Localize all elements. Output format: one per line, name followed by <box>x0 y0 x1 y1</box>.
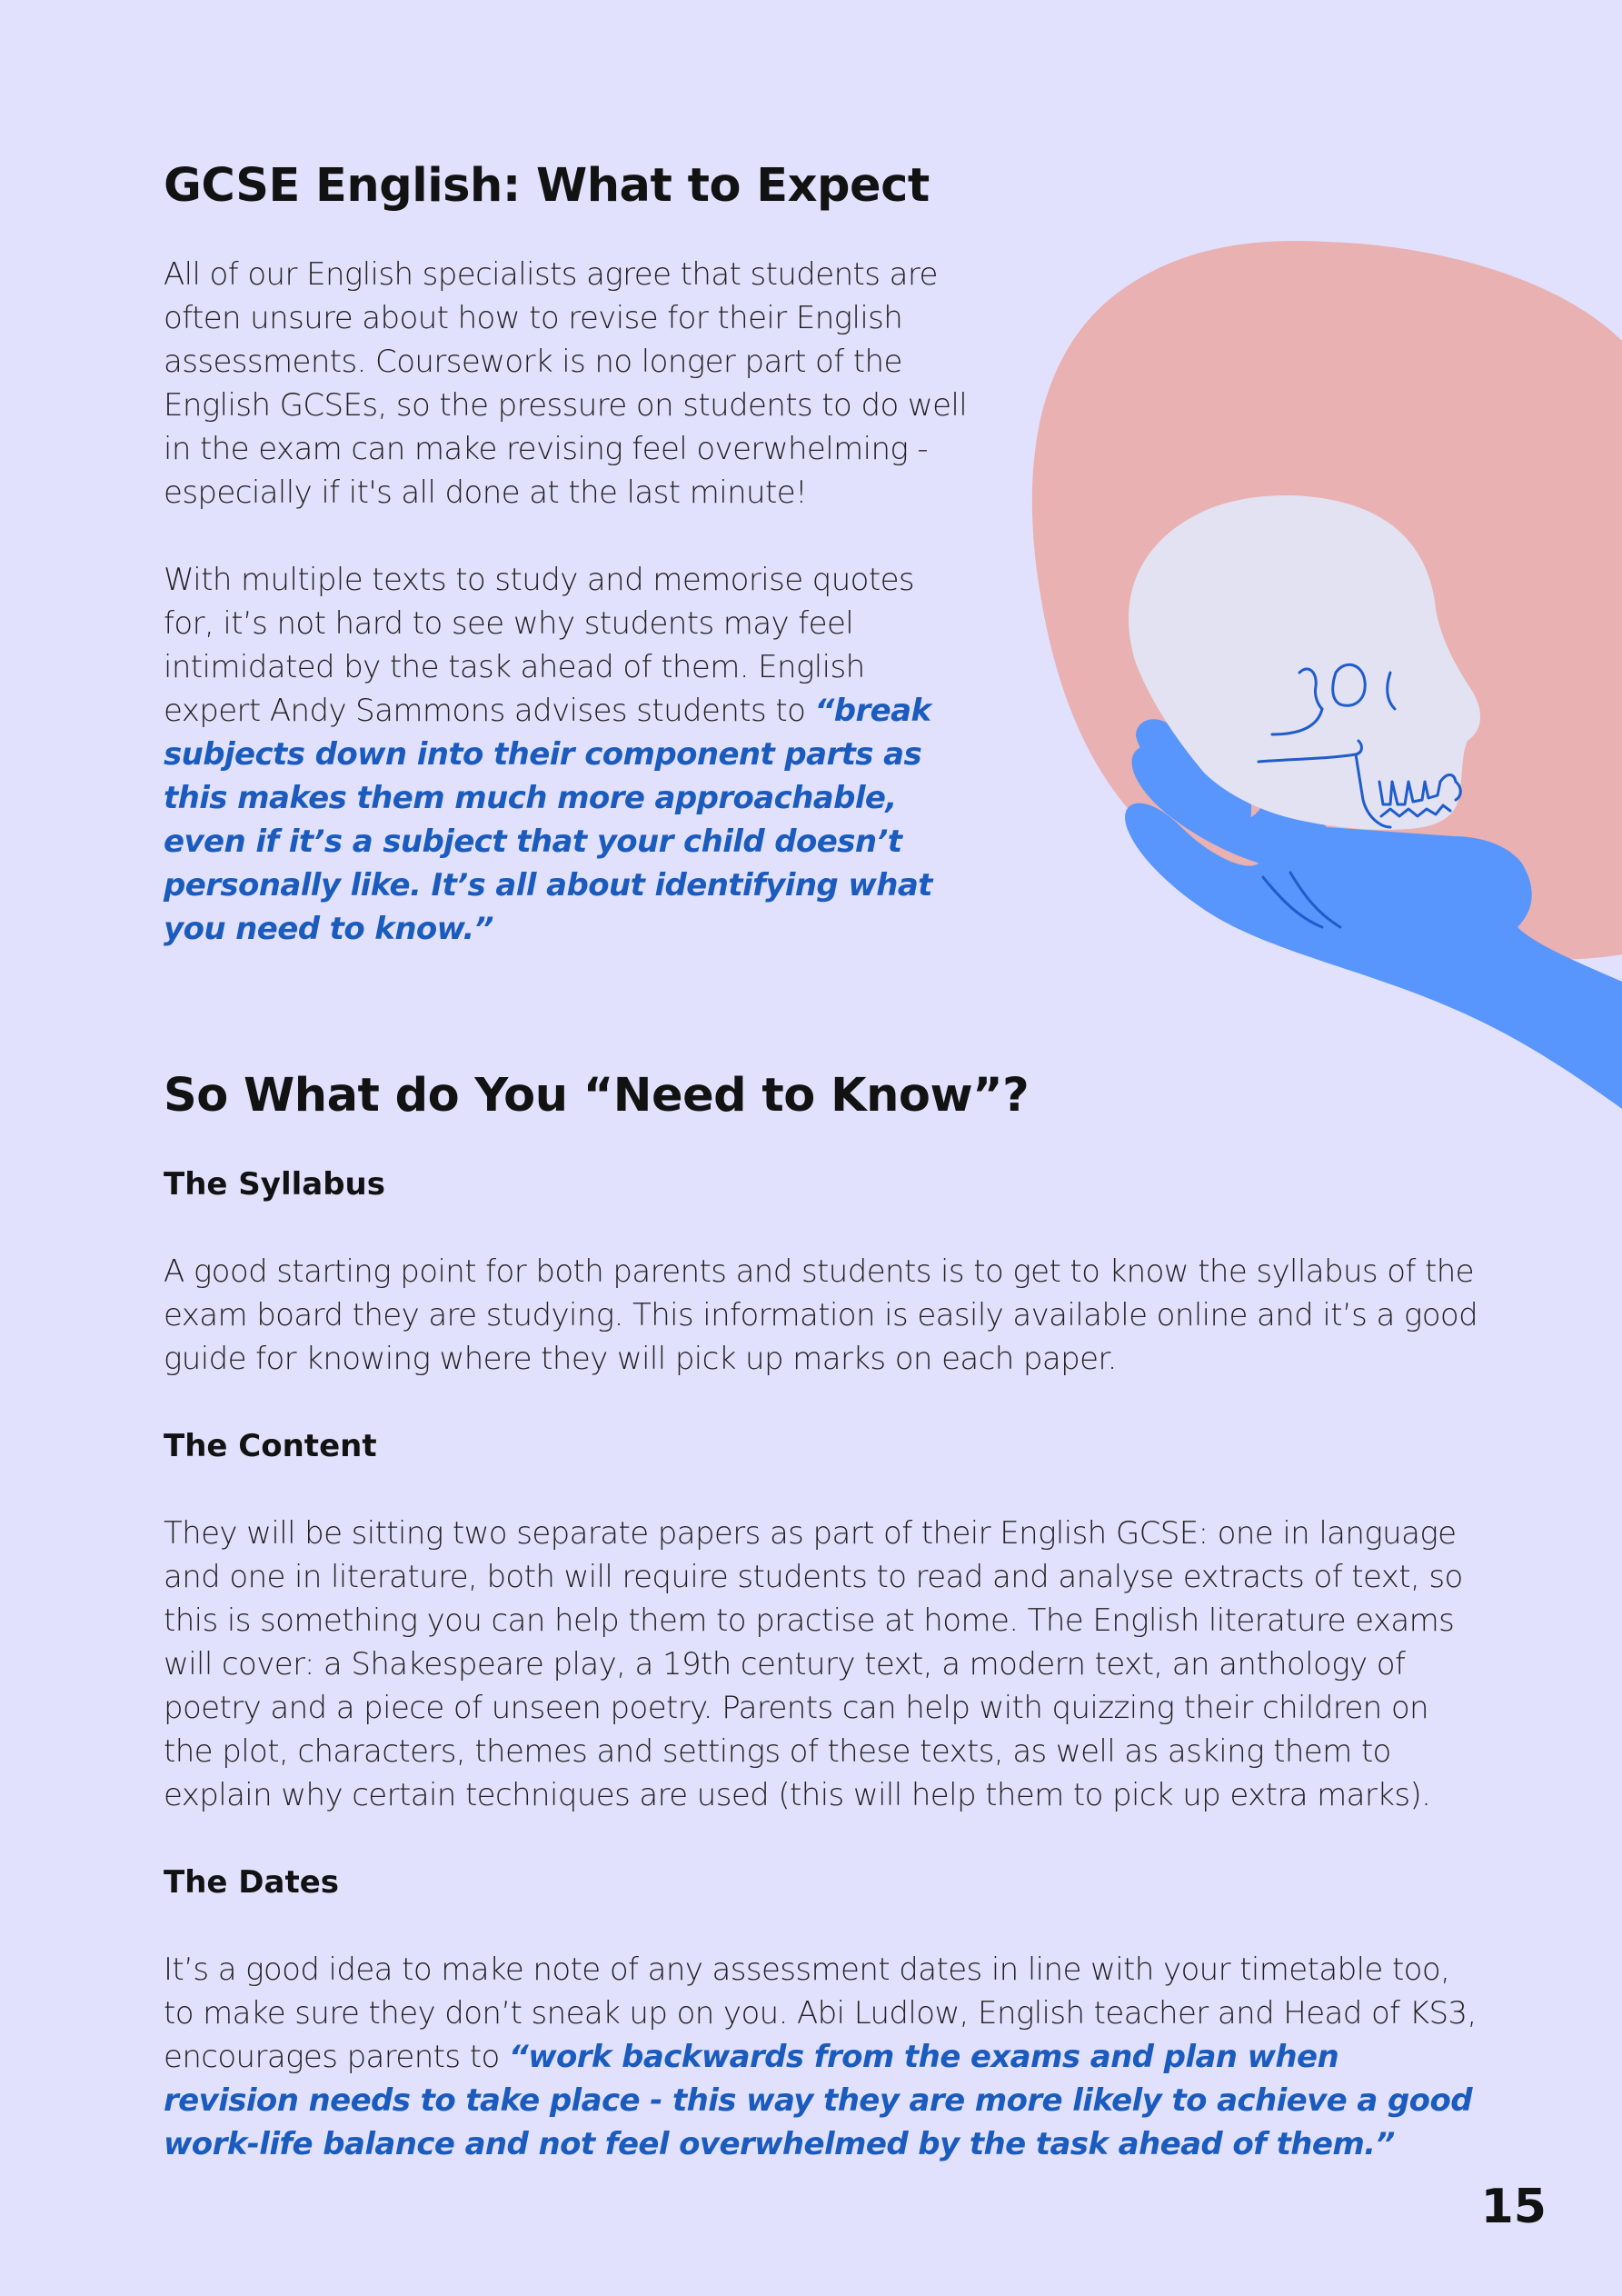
syllabus-paragraph: A good starting point for both parents and students is to get to know the syllabus of the exam board they are studying. This information is easily available online and it’s a good guide for knowing where they will pick up marks on each paper. <box>164 1253 1478 1377</box>
section-title-need-to-know: So What do You “Need to Know”? <box>164 1069 1030 1123</box>
content-heading: The Content <box>164 1428 377 1464</box>
page-content <box>164 159 1481 2166</box>
intro-paragraph: All of our English specialists agree that students are often unsure about how to revise for their English assessments. Coursework is no longer part of the English GCSEs, so the pressure on students to do well in the exam can make revising feel overwhelming - especially if it's all done at the last minute! <box>164 256 968 511</box>
expert-paragraph <box>164 558 968 951</box>
dates-heading: The Dates <box>164 1864 340 1901</box>
expert-quote: “break subjects down into their component parts as this makes them much more approachable, even if it’s a subject that your child doesn’t personally like. It’s all about identifying what you need to know.” <box>164 693 932 947</box>
content-paragraph: They will be sitting two separate papers as part of their English GCSE: one in language and one in literature, both will require students to read and analyse extracts of text, so this is something you can help them to practise at home. The English literature exams will cover: a Shakespeare play, a 19th century text, a modern text, an anthology of poetry and a piece of unseen poetry. Parents can help with quizzing their children on the plot, characters, themes and settings of these texts, as well as asking them to explain why certain techniques are used (this will help them to pick up extra marks). <box>164 1515 1463 1813</box>
section-title-what-to-expect: GCSE English: What to Expect <box>164 159 930 213</box>
expert-paragraph-lead: With multiple texts to study and memorise quotes for, it’s not hard to see why students may feel intimidated by the task ahead of them. English expert Andy Sammons advises students to <box>164 562 915 729</box>
page-number: 15 <box>1480 2180 1547 2234</box>
dates-paragraph-lead: It’s a good idea to make note of any assessment dates in line with your timetable too, to make sure they don’t sneak up on you. Abi Ludlow, English teacher and Head of KS3, encourages parents to <box>164 1952 1477 2075</box>
syllabus-heading: The Syllabus <box>164 1166 385 1203</box>
dates-quote: “work backwards from the exams and plan when revision needs to take place - this way they are more likely to achieve a good work-life balance and not feel overwhelmed by the task ahead of them.” <box>164 2039 1472 2162</box>
dates-paragraph <box>164 1948 1481 2166</box>
